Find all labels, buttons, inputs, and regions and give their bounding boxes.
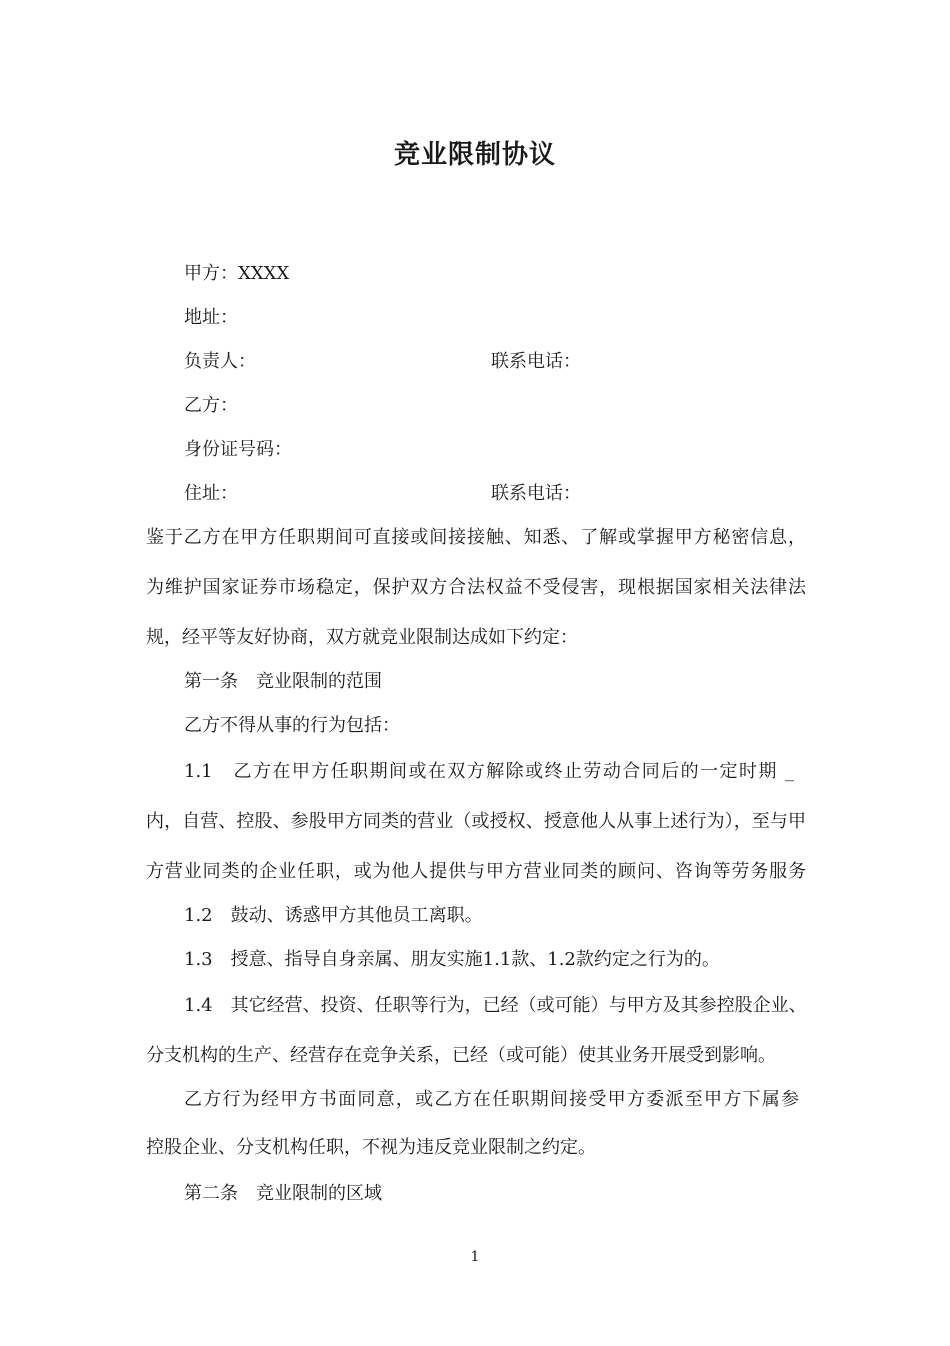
preamble-line-3: 规，经平等友好协商，双方就竞业限制达成如下约定： bbox=[146, 627, 578, 648]
party-a-address: 地址： bbox=[184, 307, 238, 328]
document-title: 竞业限制协议 bbox=[393, 140, 556, 170]
clause-1-3: 1.3 授意、指导自身亲属、朋友实施1.1款、1.2款约定之行为的。 bbox=[184, 949, 720, 970]
exception-line-1: 乙方行为经甲方书面同意，或乙方在任职期间接受甲方委派至甲方下属参 bbox=[184, 1089, 799, 1110]
id-number-line: 身份证号码： bbox=[184, 439, 292, 460]
clause-1-1-line-3: 方营业同类的企业任职，或为他人提供与甲方营业同类的顾问、咨询等劳务服务 bbox=[146, 861, 806, 882]
party-b-line: 乙方： bbox=[184, 395, 238, 416]
clause-1-4-line-1: 1.4 其它经营、投资、任职等行为，已经（或可能）与甲方及其参控股企业、 bbox=[184, 995, 807, 1016]
clause-1-2: 1.2 鼓动、诱惑甲方其他员工离职。 bbox=[184, 905, 483, 926]
clause-1-1-line-2: 内，自营、控股、参股甲方同类的营业（或授权、授意他人从事上述行为），至与甲 bbox=[146, 811, 806, 832]
clause-1-4-line-2: 分支机构的生产、经营存在竞争关系，已经（或可能）使其业务开展受到影响。 bbox=[146, 1045, 776, 1066]
party-b-residence: 住址： bbox=[184, 483, 238, 504]
page-number: 1 bbox=[470, 1249, 480, 1265]
party-b-phone: 联系电话： bbox=[491, 483, 581, 504]
article-1-intro: 乙方不得从事的行为包括： bbox=[184, 715, 400, 736]
party-a-line: 甲方：XXXX bbox=[184, 263, 290, 284]
exception-line-2: 控股企业、分支机构任职，不视为违反竞业限制之约定。 bbox=[146, 1137, 596, 1158]
article-1-heading: 第一条 竞业限制的范围 bbox=[184, 671, 382, 692]
preamble-line-1: 鉴于乙方在甲方任职期间可直接或间接接触、知悉、了解或掌握甲方秘密信息， bbox=[146, 527, 806, 548]
preamble-line-2: 为维护国家证券市场稳定，保护双方合法权益不受侵害，现根据国家相关法律法 bbox=[146, 577, 806, 598]
responsible-person: 负责人： bbox=[184, 351, 256, 372]
party-a-phone: 联系电话： bbox=[491, 351, 581, 372]
article-2-heading: 第二条 竞业限制的区域 bbox=[184, 1183, 382, 1204]
clause-1-1-line-1: 1.1 乙方在甲方任职期间或在双方解除或终止劳动合同后的一定时期 _ bbox=[184, 761, 794, 782]
